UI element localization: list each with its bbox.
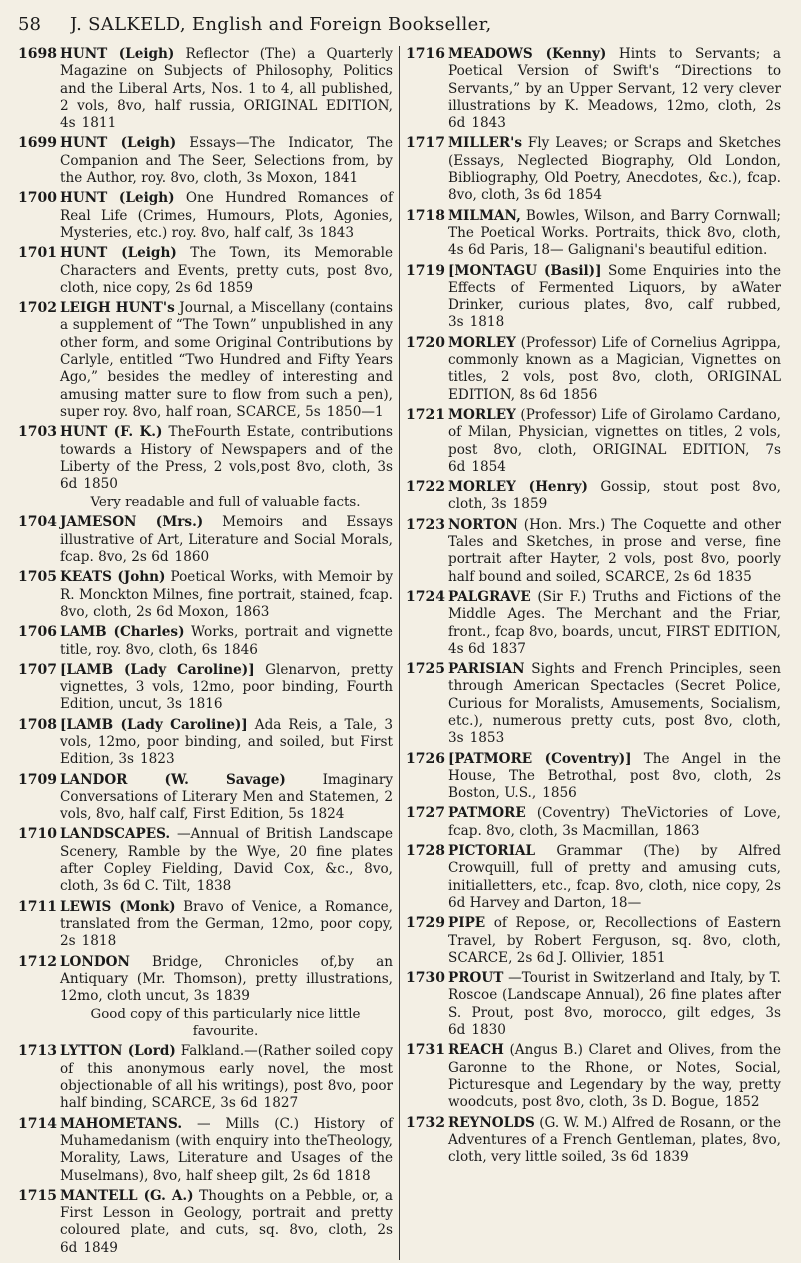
catalogue-entry — [406, 517, 781, 586]
entry-description — [60, 46, 393, 132]
entry-number: 1698 — [18, 46, 57, 62]
catalogue-columns — [18, 46, 781, 1260]
catalogue-entry — [406, 751, 781, 803]
entry-text: Reflector (The) a Quarterly Magazine on Subjects of Philosophy, Politics and the Liberal Arts, Nos. 1 to 4, all published, 2 vols, 8vo, half russia, ORIGINAL EDITION, 4s — [60, 46, 393, 132]
entry-year: 1811 — [81, 115, 117, 132]
entry-description — [60, 624, 393, 659]
entry-year: 1827 — [263, 1095, 299, 1112]
entry-author: LONDON — [60, 953, 130, 970]
entry-description — [60, 717, 393, 769]
entry-author: HUNT (Leigh) — [60, 46, 175, 62]
catalogue-entry — [406, 335, 781, 404]
catalogue-entry — [406, 135, 781, 204]
catalogue-entry — [406, 1042, 781, 1111]
entry-author: [PATMORE (Coventry)] — [448, 750, 632, 767]
catalogue-entry — [18, 1188, 393, 1257]
entry-text: Glenarvon, pretty vignettes, 3 vols, 12mo, poor binding, Fourth Edition, uncut, 3s — [60, 661, 393, 713]
catalogue-entry — [406, 589, 781, 658]
entry-number: 1715 — [18, 1187, 57, 1204]
entry-number: 1714 — [18, 1115, 57, 1132]
catalogue-entry — [18, 772, 393, 824]
page-header — [18, 14, 781, 40]
entry-year: 1835 — [717, 568, 752, 585]
catalogue-entry — [18, 514, 393, 566]
entry-year: 1856 — [562, 386, 598, 403]
entry-number: 1732 — [406, 1114, 445, 1131]
entry-number: 1706 — [18, 624, 57, 641]
catalogue-entry — [18, 1043, 393, 1112]
entry-number: 1711 — [18, 898, 57, 915]
entry-number: 1703 — [18, 424, 57, 441]
catalogue-entry — [18, 424, 393, 493]
entry-description — [448, 335, 781, 404]
entry-year: 1816 — [187, 696, 223, 713]
entry-author: HUNT (Leigh) — [60, 190, 175, 207]
entry-author: HUNT (Leigh) — [60, 245, 177, 262]
entry-number: 1707 — [18, 661, 57, 678]
entry-description — [448, 517, 781, 586]
entry-text: (Hon. Mrs.) The Coquette and other Tales and Sketches, in prose and verse, fine portrait after Hayter, 2 vols, post 8vo, poorly half bound and soiled, SCARCE, 2s 6d — [448, 516, 781, 585]
entry-year: 1823 — [140, 751, 175, 768]
catalogue-note: Good copy of this particularly nice little favourite. — [90, 1007, 361, 1040]
entry-year: 1849 — [83, 1239, 118, 1256]
entry-author: LYTTON (Lord) — [60, 1043, 176, 1060]
entry-year: 1830 — [471, 1022, 506, 1039]
entry-year: 1851 — [630, 949, 666, 966]
entry-year: 1859 — [218, 279, 254, 296]
entry-description — [448, 1115, 781, 1167]
entry-author: HUNT (Leigh) — [60, 135, 177, 152]
entry-author: MEADOWS (Kenny) — [448, 46, 607, 62]
entry-number: 1728 — [406, 843, 445, 860]
entry-author: PATMORE — [448, 805, 526, 822]
entry-text: Thoughts on a Pebble, or, a First Lesson in Geology, portrait and pretty coloured plate, and cuts, sq. 8vo, cloth, 2s 6d — [60, 1187, 393, 1256]
entry-description — [448, 805, 781, 840]
entry-year: 1843 — [319, 224, 355, 241]
entry-description — [60, 569, 393, 621]
entry-text: Gossip, stout post 8vo, cloth, 3s — [448, 479, 782, 513]
entry-author: LEWIS (Monk) — [60, 898, 176, 915]
entry-text: (Sir F.) Truths and Fictions of the Middle Ages. The Merchant and the Friar, front., fcap 8vo, boards, uncut, FIRST EDITION, 4s 6d — [448, 588, 781, 657]
entry-text: Imaginary Conversations of Literary Men and Statemen, 2 vols, 8vo, half calf, First Edition, 5s — [60, 771, 394, 823]
entry-description — [60, 1043, 393, 1112]
entry-description — [448, 46, 781, 132]
catalogue-entry — [18, 826, 393, 895]
entry-number: 1701 — [18, 245, 57, 262]
entry-number: 1730 — [406, 970, 445, 987]
entry-year: 1850—1 — [326, 403, 384, 420]
catalogue-entry — [18, 569, 393, 621]
catalogue-entry — [406, 263, 781, 332]
catalogue-entry — [18, 717, 393, 769]
entry-number: 1716 — [406, 46, 445, 62]
entry-description — [60, 245, 393, 297]
entry-description — [60, 826, 393, 895]
entry-author: JAMESON (Mrs.) — [60, 514, 204, 531]
entry-year: 1846 — [223, 641, 258, 658]
entry-author: MORLEY — [448, 406, 516, 423]
entry-author: PROUT — [448, 970, 504, 987]
entry-text: (Professor) Life of Girolamo Cardano, of Milan, Physician, vignettes on titles, 2 vols, post 8vo, cloth, ORIGINAL EDITION, 7s 6d — [448, 406, 781, 475]
entry-author: [MONTAGU (Basil)] — [448, 262, 602, 279]
entry-number: 1726 — [406, 750, 445, 767]
entry-author: MANTELL (G. A.) — [60, 1187, 194, 1204]
entry-author: REACH — [448, 1042, 504, 1059]
entry-text: Some Enquiries into the Effects of Fermented Liquors, by aWater Drinker, curious plates, 8vo, calf rubbed, 3s — [448, 262, 781, 331]
entry-number: 1709 — [18, 771, 57, 788]
entry-number: 1713 — [18, 1043, 57, 1060]
running-head: J. SALKELD, English and Foreign Bookseller, — [70, 14, 492, 35]
entry-author: NORTON — [448, 516, 518, 533]
entry-number: 1717 — [406, 135, 445, 152]
entry-author: MORLEY (Henry) — [448, 479, 588, 496]
entry-description — [448, 661, 781, 747]
entry-description — [448, 263, 781, 332]
entry-text: Fly Leaves; or Scraps and Sketches (Essays, Neglected Biography, Old London, Bibliography, Old Poetry, Anecdotes, &c.), fcap. 8vo, cloth, 3s 6d — [448, 135, 782, 204]
entry-number: 1700 — [18, 190, 57, 207]
entry-year: 1843 — [471, 115, 506, 132]
entry-description — [60, 514, 393, 566]
entry-description — [60, 190, 393, 242]
catalogue-entry — [18, 46, 393, 132]
catalogue-entry — [406, 805, 781, 840]
entry-text: The Angel in the House, The Betrothal, post 8vo, cloth, 2s Boston, U.S., — [448, 750, 781, 802]
entry-description — [60, 1188, 393, 1257]
entry-text: Hints to Servants; a Poetical Version of Swift's “Directions to Servants,” by an Upper Servant, 12 very clever illustrations by K. Meadows, 12mo, cloth, 2s 6d — [448, 46, 781, 132]
entry-text: One Hundred Romances of Real Life (Crimes, Humours, Plots, Agonies, Mysteries, etc.) roy. 8vo, half calf, 3s — [60, 190, 393, 241]
entry-text: The Town, its Memorable Characters and Events, pretty cuts, post 8vo, cloth, nice copy, 2s 6d — [60, 245, 393, 296]
entry-text: (Coventry) TheVictories of Love, fcap. 8vo, cloth, 3s Macmillan, — [448, 805, 781, 839]
catalogue-entry — [18, 954, 393, 1006]
entry-year: 1856 — [542, 785, 577, 802]
entry-text: Essays—The Indicator, The Companion and The Seer, Selections from, by the Author, roy. 8vo, cloth, 3s Moxon, — [60, 135, 393, 187]
catalogue-entry — [406, 46, 781, 132]
entry-author: PALGRAVE — [448, 588, 531, 605]
entry-number: 1710 — [18, 826, 57, 843]
entry-author: PICTORIAL — [448, 843, 536, 860]
left-column — [18, 46, 400, 1260]
entry-description — [60, 954, 393, 1006]
entry-text: Grammar (The) by Alfred Crowquill, full of pretty and amusing cuts, initialletters, etc., fcap. 8vo, cloth, nice copy, 2s 6d Harvey and Darton, 18— — [448, 843, 781, 911]
entry-year: 1841 — [323, 170, 359, 187]
entry-description — [448, 407, 781, 476]
entry-number: 1724 — [406, 588, 445, 605]
entry-year: 1818 — [469, 314, 505, 331]
entry-year: 1863 — [234, 603, 270, 620]
catalogue-entry — [18, 300, 393, 421]
entry-number: 1731 — [406, 1042, 445, 1059]
entry-text: Works, portrait and vignette title, roy. 8vo, cloth, 6s — [60, 624, 393, 658]
catalogue-entry — [406, 915, 781, 967]
entry-number: 1705 — [18, 569, 57, 586]
entry-text: (Angus B.) Claret and Olives, from the Garonne to the Rhone, or Notes, Social, Picturesque and Legendary by the way, pretty woodcuts, post 8vo, cloth, 3s D. Bogue, — [448, 1042, 781, 1111]
entry-description — [60, 135, 393, 187]
catalogue-entry — [18, 899, 393, 951]
entry-author: PIPE — [448, 915, 486, 932]
entry-text: —Tourist in Switzerland and Italy, by T. Roscoe (Landscape Annual), 26 fine plates after S. Prout, post 8vo, morocco, gilt edges, 3s 6d — [448, 970, 781, 1039]
entry-author: [LAMB (Lady Caroline)] — [60, 661, 255, 678]
page-number: 58 — [18, 14, 41, 35]
entry-number: 1720 — [406, 334, 445, 351]
entry-number: 1721 — [406, 406, 445, 423]
entry-text: — Mills (C.) History of Muhamedanism (with enquiry into theTheology, Morality, Laws, Literature and Usages of the Muselmans), 8vo, half sheep gilt, 2s 6d — [60, 1115, 393, 1184]
entry-author: LANDOR (W. Savage) — [60, 771, 286, 788]
entry-text: —Annual of British Landscape Scenery, Ramble by the Wye, 20 fine plates after Copley Fielding, David Cox, &c., 8vo, cloth, 3s 6d C. Tilt, — [60, 826, 393, 895]
catalogue-entry — [18, 245, 393, 297]
catalogue-entry — [406, 479, 781, 514]
entry-text: (Professor) Life of Cornelius Agrippa, commonly known as a Magician, Vignettes on titles, 2 vols, post 8vo, cloth, ORIGINAL EDITION, 8s 6d — [448, 334, 781, 403]
entry-author: [LAMB (Lady Caroline)] — [60, 716, 248, 733]
entry-text: Poetical Works, with Memoir by R. Monckton Milnes, fine portrait, stained, fcap. 8vo, cloth, 2s 6d Moxon, — [60, 569, 394, 620]
entry-year: 1863 — [664, 822, 700, 839]
catalogue-entry — [406, 843, 781, 912]
entry-number: 1718 — [406, 207, 445, 224]
entry-text: Bowles, Wilson, and Barry Cornwall; The Poetical Works. Portraits, thick 8vo, cloth, 4s 6d Paris, 18— Galignani's beautiful edition. — [448, 207, 781, 259]
entry-year: 1859 — [512, 496, 548, 513]
entry-author: MILMAN, — [448, 207, 521, 224]
entry-number: 1723 — [406, 516, 445, 533]
entry-text: Memoirs and Essays illustrative of Art, Literature and Social Morals, fcap. 8vo, 2s 6d — [60, 514, 394, 566]
entry-description — [448, 208, 781, 260]
entry-text: Journal, a Miscellany (contains a supplement of “The Town” unpublished in any other form, and some Original Contributions by Carlyle, entitled “Two Hundred and Fifty Years Ago,” besides the medley of interesting and amusing matter sure to flow from such a pen), super roy. 8vo, half roan, SCARCE, 5s — [60, 300, 393, 420]
entry-description — [448, 751, 781, 803]
entry-number: 1727 — [406, 805, 445, 822]
entry-description — [60, 899, 393, 951]
entry-text: Bravo of Venice, a Romance, translated from the German, 12mo, poor copy, 2s — [60, 898, 394, 950]
entry-year: 1818 — [81, 933, 117, 950]
catalogue-entry — [18, 624, 393, 659]
entry-year: 1818 — [336, 1167, 371, 1184]
entry-year: 1839 — [215, 988, 250, 1005]
entry-year: 1854 — [567, 187, 603, 204]
entry-number: 1719 — [406, 262, 445, 279]
catalogue-entry — [406, 1115, 781, 1167]
entry-author: REYNOLDS — [448, 1114, 535, 1131]
entry-number: 1712 — [18, 953, 57, 970]
entry-description — [60, 772, 393, 824]
entry-description — [448, 479, 781, 514]
entry-description — [448, 915, 781, 967]
entry-number: 1729 — [406, 915, 445, 932]
entry-description — [448, 589, 781, 658]
entry-author: MORLEY — [448, 334, 516, 351]
entry-text: Ada Reis, a Tale, 3 vols, 12mo, poor binding, and soiled, but First Edition, 3s — [60, 716, 393, 768]
entry-description — [448, 843, 781, 912]
entry-text: Sights and French Principles, seen through American Spectacles (Secret Police, Curious for Moralists, Amusements, Socialism, etc.), numerous pretty cuts, post 8vo, cloth, 3s — [448, 661, 781, 747]
entry-text: Bridge, Chronicles of,by an Antiquary (Mr. Thomson), pretty illustrations, 12mo, cloth uncut, 3s — [60, 953, 393, 1005]
entry-description — [60, 424, 393, 493]
entry-year: 1850 — [83, 476, 118, 493]
entry-author: LAMB (Charles) — [60, 624, 185, 641]
entry-year: 1860 — [174, 549, 210, 566]
entry-description — [448, 135, 781, 204]
entry-number: 1699 — [18, 135, 57, 152]
entry-author: PARISIAN — [448, 661, 525, 678]
right-column — [400, 46, 781, 1260]
entry-number: 1725 — [406, 661, 445, 678]
catalogue-entry — [406, 407, 781, 476]
catalogue-entry — [18, 190, 393, 242]
entry-year: 1839 — [654, 1149, 689, 1166]
catalogue-entry — [406, 970, 781, 1039]
entry-author: KEATS (John) — [60, 569, 166, 586]
catalogue-entry — [18, 662, 393, 714]
catalogue-entry — [406, 208, 781, 260]
entry-description — [60, 300, 393, 421]
entry-number: 1708 — [18, 716, 57, 733]
entry-author: MAHOMETANS. — [60, 1115, 183, 1132]
catalogue-entry — [406, 661, 781, 747]
entry-description — [448, 1042, 781, 1111]
entry-author: LEIGH HUNT's — [60, 300, 175, 317]
entry-year: 1837 — [491, 640, 526, 657]
entry-year: 1854 — [471, 458, 506, 475]
entry-author: HUNT (F. K.) — [60, 424, 163, 441]
entry-author: LANDSCAPES. — [60, 826, 171, 843]
entry-description — [60, 1116, 393, 1185]
entry-description — [448, 970, 781, 1039]
entry-author: MILLER's — [448, 135, 522, 152]
entry-number: 1722 — [406, 479, 445, 496]
entry-year: 1824 — [309, 806, 345, 823]
entry-text: of Repose, or, Recollections of Eastern Travel, by Robert Ferguson, sq. 8vo, cloth, SCARCE, 2s 6d J. Ollivier, — [448, 915, 781, 966]
entry-year: 1852 — [724, 1094, 760, 1111]
entry-year: 1853 — [469, 730, 505, 747]
entry-text: (G. W. M.) Alfred de Rosann, or the Adventures of a French Gentleman, plates, 8vo, cloth, very little soiled, 3s 6d — [448, 1114, 782, 1166]
entry-year: 1838 — [196, 878, 232, 895]
catalogue-entry — [18, 135, 393, 187]
entry-text: TheFourth Estate, contributions towards a History of Newspapers and of the Liberty of the Press, 2 vols,post 8vo, cloth, 3s 6d — [60, 424, 393, 493]
entry-number: 1702 — [18, 300, 57, 317]
entry-description — [60, 662, 393, 714]
catalogue-note: Very readable and full of valuable facts. — [90, 495, 361, 511]
entry-text: Falkland.—(Rather soiled copy of this anonymous early novel, the most objectionable of all his writings), post 8vo, poor half binding, SCARCE, 3s 6d — [60, 1043, 393, 1112]
entry-number: 1704 — [18, 514, 57, 531]
catalogue-entry — [18, 1116, 393, 1185]
